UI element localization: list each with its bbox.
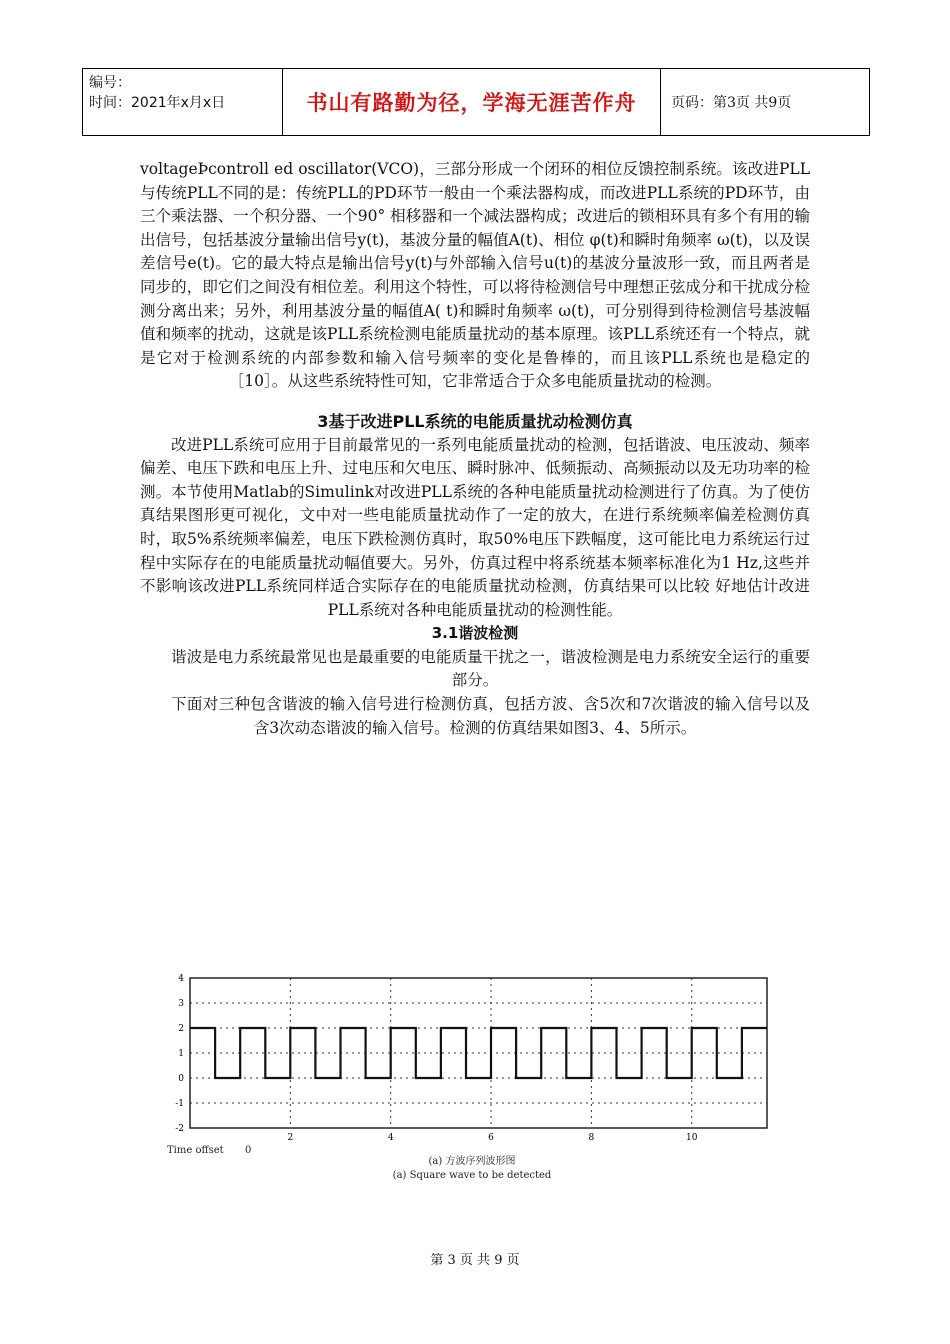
y-axis-ticks: [175, 974, 184, 1134]
time-offset-label: Time offset: [167, 1145, 224, 1156]
time-label: 时间：2021年x月x日: [89, 95, 226, 111]
figure-square-wave: [165, 968, 780, 1188]
x-tick-label: 6: [488, 1133, 494, 1143]
header-page-code: 页码：第3页 共9页: [671, 95, 792, 111]
page-footer: 第 3 页 共 9 页: [430, 1253, 520, 1268]
y-tick-label: -1: [175, 1099, 184, 1109]
square-wave-chart: [165, 968, 780, 1188]
y-tick-label: -2: [175, 1124, 184, 1134]
y-tick-label: 1: [178, 1049, 184, 1059]
x-tick-label: 10: [686, 1133, 698, 1143]
x-axis-ticks: [287, 1133, 697, 1143]
x-tick-label: 4: [387, 1133, 394, 1143]
section-3-1-paragraph-1: 谐波是电力系统最常见也是最重要的电能质量干扰之一，谐波检测是电力系统安全运行的重要部分。: [171, 647, 810, 690]
x-tick-label: 2: [287, 1133, 294, 1143]
header-meta: [83, 69, 283, 135]
header-motto: 书山有路勤为径，学海无涯苦作舟: [283, 69, 661, 135]
figure-caption-cn: (a) 方波序列波形图: [428, 1156, 516, 1167]
chart-grid: [190, 978, 767, 1128]
section-3-1-title: 3.1谐波检测: [431, 624, 519, 643]
figure-caption-en: (a) Square wave to be detected: [392, 1170, 552, 1181]
paragraph-pll-intro: voltageÞcontroll ed oscillator(VCO)，三部分形成一个闭环的相位反馈控制系统。该改进PLL与传统PLL不同的是：传统PLL的PD环节一般由一个乘法器构成，而改进PLL系统的PD环节，由三个乘法器、一个积分器、一个90° 相移器和一个减法器构成；改进后的锁相环具有多个有用的输出信号，包括基波分量输出信号y(t)，基波分量的幅值A(t)、相位 φ(t)和瞬时角频率 ω(t)，以及误差信号e(t)。它的最大特点是输出信号y(t)与外部输入信号u(t)的基波分量波形一致，而且两者是同步的，即它们之间没有相位差。利用这个特性，可以将待检测信号中理想正弦成分和干扰成分检测分离出来；另外，利用基波分量的幅值A( t)和瞬时角频率 ω(t)，可分别得到待检测信号基波幅值和频率的扰动，这就是该PLL系统检测电能质量扰动的基本原理。该PLL系统还有一个特点，就是它对于检测系统的内部参数和输入信号频率的变化是鲁棒的，而且该PLL系统也是稳定的［10］。从这些系统特性可知，它非常适合于众多电能质量扰动的检测。: [140, 160, 810, 391]
section-3-1-paragraph-2: 下面对三种包含谐波的输入信号进行检测仿真，包括方波、含5次和7次谐波的输入信号以及含3次动态谐波的输入信号。检测的仿真结果如图3、4、5所示。: [171, 695, 810, 737]
time-offset-value: 0: [245, 1145, 252, 1156]
section-3-paragraph: 改进PLL系统可应用于目前最常见的一系列电能质量扰动的检测，包括谐波、电压波动、频率偏差、电压下跌和电压上升、过电压和欠电压、瞬时脉冲、低频振动、高频振动以及无功功率的检测。本节使用Matlab的Simulink对改进PLL系统的各种电能质量扰动检测进行了仿真。为了使仿真结果图形更可视化，文中对一些电能质量扰动作了一定的放大，在进行系统频率偏差检测仿真时，取5%系统频率偏差，电压下跌检测仿真时，取50%电压下跌幅度，这可能比电力系统运行过程中实际存在的电能质量扰动幅值要大。另外，仿真过程中将系统基本频率标准化为1 Hz,这些并不影响该改进PLL系统同样适合实际存在的电能质量扰动检测，仿真结果可以比较 好地估计改进PLL系统对各种电能质量扰动的检测性能。: [140, 435, 810, 619]
y-tick-label: 4: [178, 974, 184, 984]
section-3-title: 3基于改进PLL系统的电能质量扰动检测仿真: [317, 411, 633, 431]
y-tick-label: 0: [178, 1074, 184, 1084]
x-tick-label: 8: [588, 1133, 595, 1143]
document-body: [140, 158, 810, 740]
header-table: [82, 68, 870, 136]
y-tick-label: 3: [178, 999, 184, 1009]
y-tick-label: 2: [178, 1024, 184, 1034]
number-label: 编号：: [89, 75, 131, 91]
